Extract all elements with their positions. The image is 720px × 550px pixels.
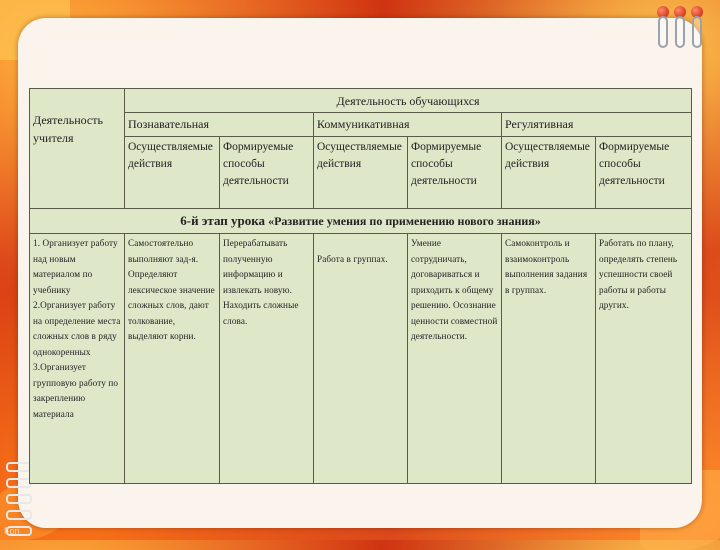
reg-actions-cell: Самоконтроль и взаимоконтроль выполнения задания в группах.	[502, 234, 596, 484]
stage-number: 6-й этап урока	[180, 213, 266, 228]
sub-header: Формируемые способы деятельности	[220, 137, 314, 209]
teacher-header: Деятельность учителя	[30, 89, 125, 209]
sub-header: Осуществляемые действия	[314, 137, 408, 209]
clip-icon	[6, 494, 32, 504]
students-header: Деятельность обучающихся	[125, 89, 692, 113]
stage-row	[30, 209, 692, 234]
reg-methods-cell: Работать по плану, определять степень успешности своей работы и работы других.	[596, 234, 692, 484]
sub-header: Формируемые способы деятельности	[596, 137, 692, 209]
sub-header: Формируемые способы деятельности	[408, 137, 502, 209]
pin-icon	[656, 6, 670, 52]
lesson-table	[29, 88, 692, 484]
teacher-cell: 1. Организует работу над новым материалом по учебнику 2.Организует работу на определение места сложных слов в ряду однокоренных 3.Организует групповую работу по закреплению материала	[30, 234, 125, 484]
stage-title: «Развитие умения по применению нового знания»	[268, 214, 541, 228]
clip-icon	[6, 510, 32, 520]
pin-icon	[673, 6, 687, 52]
paperclip-pins	[656, 6, 704, 52]
com-actions-cell: Работа в группах.	[314, 234, 408, 484]
cog-actions-cell: Самостоятельно выполняют зад-я. Определяют лексическое значение сложных слов, дают толкование, выделяют корни.	[125, 234, 220, 484]
group-regulative: Регулятивная	[502, 113, 692, 137]
pin-icon	[690, 6, 704, 52]
com-methods-cell: Умение сотрудничать, договариваться и приходить к общему решению. Осознание ценности совместной деятельности.	[408, 234, 502, 484]
group-communicative: Коммуникативная	[314, 113, 502, 137]
group-cognitive: Познавательная	[125, 113, 314, 137]
sub-header: Осуществляемые действия	[502, 137, 596, 209]
sub-header: Осуществляемые действия	[125, 137, 220, 209]
cog-methods-cell: Перерабатывать полученную информацию и извлекать новую. Находить сложные слова.	[220, 234, 314, 484]
watermark: Fon	[4, 526, 20, 536]
